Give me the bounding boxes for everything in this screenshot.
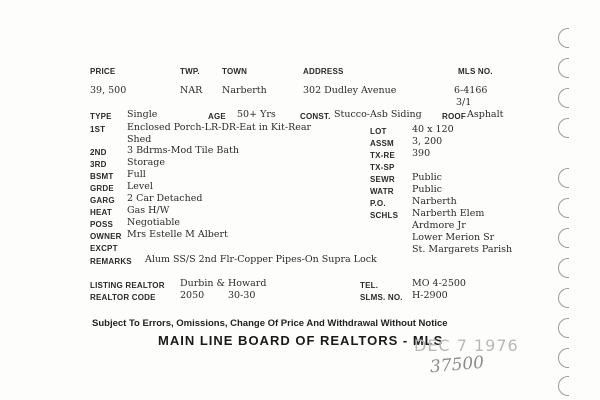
tax-sp-label: TX-SP: [370, 163, 395, 172]
owner-label: OWNER: [90, 232, 122, 241]
school-item: Lower Merion Sr: [412, 232, 495, 243]
realtor-code-secondary: 30-30: [228, 290, 256, 301]
school-item: Ardmore Jr: [412, 220, 466, 231]
binder-ring: [558, 28, 569, 48]
owner-value: Mrs Estelle M Albert: [127, 229, 228, 240]
assessment-label: ASSM: [370, 139, 394, 148]
age-value: 50+ Yrs: [237, 109, 276, 120]
salesman-no-value: H-2900: [412, 290, 448, 301]
post-office-value: Narberth: [412, 196, 457, 207]
mls-no-sub-value: 3/1: [456, 97, 472, 108]
sewer-value: Public: [412, 172, 442, 183]
basement-value: Full: [127, 169, 146, 180]
remarks-label: REMARKS: [90, 257, 132, 266]
first-floor-value-cont: Shed: [127, 134, 152, 145]
binder-ring: [558, 376, 569, 396]
second-floor-value: 3 Bdrms-Mod Tile Bath: [127, 145, 239, 156]
tax-re-value: 390: [412, 148, 431, 159]
third-floor-label: 3RD: [90, 160, 107, 169]
binder-ring: [558, 168, 569, 188]
lot-label: LOT: [370, 127, 387, 136]
type-label: TYPE: [90, 112, 112, 121]
possession-value: Negotiable: [127, 217, 180, 228]
tel-value: MO 4-2500: [412, 278, 466, 289]
binder-ring: [558, 318, 569, 338]
garage-label: GARG: [90, 196, 115, 205]
school-item: Narberth Elem: [412, 208, 485, 219]
const-value: Stucco-Asb Siding: [334, 109, 422, 120]
water-label: WATR: [370, 187, 394, 196]
first-floor-value: Enclosed Porch-LR-DR-Eat in Kit-Rear: [127, 122, 312, 133]
assessment-value: 3, 200: [412, 136, 443, 147]
water-value: Public: [412, 184, 442, 195]
basement-label: BSMT: [90, 172, 114, 181]
date-stamp: DEC 7 1976: [414, 336, 519, 355]
price-value: 39, 500: [90, 85, 127, 96]
binder-ring: [558, 198, 569, 218]
post-office-label: P.O.: [370, 199, 386, 208]
mls-no-label: MLS NO.: [458, 67, 493, 76]
heat-label: HEAT: [90, 208, 112, 217]
school-item: St. Margarets Parish: [412, 244, 513, 255]
age-label: AGE: [208, 112, 226, 121]
remarks-value: Alum SS/S 2nd Flr-Copper Pipes-On Supra Lock: [145, 254, 377, 265]
binder-ring: [558, 258, 569, 278]
sewer-label: SEWR: [370, 175, 395, 184]
binder-ring: [558, 348, 569, 368]
twp-value: NAR: [180, 85, 203, 96]
town-label: TOWN: [222, 67, 248, 76]
handwritten-note: 37500: [429, 352, 485, 378]
binder-ring: [558, 58, 569, 78]
exceptions-label: EXCPT: [90, 244, 118, 253]
tel-label: TEL.: [360, 281, 379, 290]
type-value: Single: [127, 109, 158, 120]
binder-ring: [558, 288, 569, 308]
twp-label: TWP.: [180, 67, 200, 76]
disclaimer: Subject To Errors, Omissions, Change Of Price And Withdrawal Without Notice: [92, 318, 448, 329]
heat-value: Gas H/W: [127, 205, 170, 216]
schools-label: SCHLS: [370, 211, 399, 220]
roof-value: Asphalt: [467, 109, 504, 120]
grade-value: Level: [127, 181, 153, 192]
board-title: MAIN LINE BOARD OF REALTORS - MLS: [158, 333, 444, 348]
tax-re-label: TX-RE: [370, 151, 395, 160]
grade-label: GRDE: [90, 184, 114, 193]
listing-realtor-label: LISTING REALTOR: [90, 281, 165, 290]
realtor-code-value: 2050: [180, 290, 205, 301]
garage-value: 2 Car Detached: [127, 193, 203, 204]
first-floor-label: 1ST: [90, 125, 106, 134]
salesman-no-label: SLMS. NO.: [360, 293, 403, 302]
lot-value: 40 x 120: [412, 124, 454, 135]
listing-realtor-value: Durbin & Howard: [180, 278, 267, 289]
address-value: 302 Dudley Avenue: [303, 85, 397, 96]
address-label: ADDRESS: [303, 67, 344, 76]
const-label: CONST.: [300, 112, 331, 121]
realtor-code-label: REALTOR CODE: [90, 293, 156, 302]
possession-label: POSS: [90, 220, 114, 229]
binder-ring: [558, 118, 569, 138]
roof-label: ROOF: [442, 112, 466, 121]
mls-no-value: 6-4166: [454, 85, 488, 96]
price-label: PRICE: [90, 67, 116, 76]
third-floor-value: Storage: [127, 157, 165, 168]
second-floor-label: 2ND: [90, 148, 107, 157]
town-value: Narberth: [222, 85, 267, 96]
binder-ring: [558, 88, 569, 108]
binder-ring: [558, 228, 569, 248]
